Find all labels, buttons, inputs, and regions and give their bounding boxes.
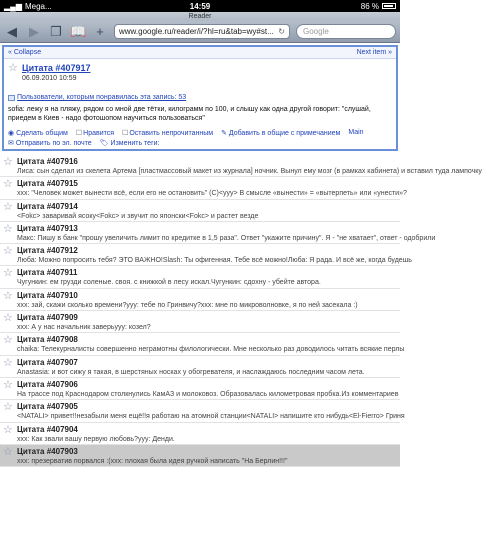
address-bar[interactable]: [114, 24, 290, 39]
list-item[interactable]: [0, 400, 405, 422]
battery-percent: 86 %: [360, 1, 379, 11]
star-icon[interactable]: ☆: [3, 312, 13, 325]
list-item[interactable]: [0, 200, 400, 222]
item-title: Цитата #407911: [17, 268, 78, 278]
item-title: Цитата #407903: [17, 446, 78, 456]
item-snippet: Люба: Можно попросить тебя? ЭТО ВАЖНО!Slash: Ты офигенная. Тебе всё можно!Люба: Я рада. И всё же, когда будешь: [17, 257, 412, 265]
item-title: Цитата #407915: [17, 179, 78, 189]
back-arrow-icon[interactable]: ◀: [7, 23, 17, 39]
item-snippet: Anastasia: и вот сижу я такая, в шерстяных носках у обогревателя, и наслаждаюсь последним часом лета.: [17, 368, 365, 376]
item-title: Цитата #407905: [17, 402, 78, 412]
book-icon[interactable]: 📖: [70, 23, 87, 39]
entry-title[interactable]: Цитата #407917: [22, 63, 91, 73]
share-label: Сделать общим: [16, 130, 68, 137]
keep-unread-checkbox[interactable]: ☐ Оставить непрочитанным: [122, 129, 213, 137]
list-item[interactable]: [0, 423, 400, 445]
item-snippet: Макс: Пишу в банк "прошу увеличить лимит по кредитке в 1,5 раза". Ответ "укажите причину". Я - "не хватает", ответ - одобрили: [17, 234, 436, 242]
battery-icon: [382, 3, 396, 9]
item-title: Цитата #407910: [17, 290, 78, 300]
email-button[interactable]: ✉ Отправить по эл. почте: [8, 140, 92, 147]
item-title: Цитата #407904: [17, 424, 78, 434]
share-note-label: Добавить в общие с примечанием: [228, 130, 341, 137]
people-icon: [8, 95, 15, 101]
item-snippet: xxx: А у нас начальник заверьууу: козел?: [17, 324, 151, 332]
list-item[interactable]: [0, 177, 407, 199]
signal-icon: ▂▄▆: [4, 1, 22, 11]
star-icon[interactable]: ☆: [3, 267, 13, 280]
item-title: Цитата #407907: [17, 357, 78, 367]
reload-icon[interactable]: ↻: [278, 27, 285, 36]
star-icon[interactable]: ☆: [3, 378, 13, 391]
entry-actions: [4, 123, 396, 149]
item-snippet: xxx: зай, скажи сколько времени?ууу: тебе по Гринвичу?xxx: мне по микроволновке, я по ней засекала :): [17, 301, 358, 309]
liked-by-link[interactable]: [4, 82, 396, 101]
item-snippet: xxx: презерватив порвался :(xxx: плохая была идея ручкой написать "На Берлин!!!": [17, 457, 288, 465]
battery-info: [361, 2, 396, 11]
edit-tags-button[interactable]: 🏷 Изменить теги:: [99, 140, 160, 147]
item-title: Цитата #407909: [17, 313, 78, 323]
search-input[interactable]: Google: [296, 24, 396, 39]
star-icon[interactable]: ☆: [3, 289, 13, 302]
liked-by-text: Пользователи, которым понравилась эта запись: 53: [17, 94, 187, 101]
item-snippet: Чугункин: ем грузди соленые. своя. с книжкой в лесу искал.Чугункин: сдохну - убейте автора.: [17, 279, 321, 287]
expanded-entry: [2, 45, 398, 151]
next-item-label: Next item: [356, 49, 387, 56]
star-icon[interactable]: ☆: [3, 401, 13, 414]
list-item[interactable]: [0, 378, 400, 400]
list-item[interactable]: [0, 356, 400, 378]
item-snippet: На трассе под Краснодаром столкнулись КамАЗ и молоковоз. Образовалась километровая пробка.Из комментариев: [17, 390, 399, 398]
item-title: Цитата #407906: [17, 379, 78, 389]
page-title: Reader: [0, 12, 400, 21]
edit-tags-label: Изменить теги:: [110, 140, 160, 147]
entry-nav: [4, 47, 396, 59]
star-icon[interactable]: ☆: [3, 222, 13, 235]
item-snippet: Лиса: сын сделал из скелета Артема [пластмассовый макет из журнала] ночник. Вынул ему мозг (в рамках кабинета) и вставил туда лампочку: [17, 168, 482, 175]
list-item[interactable]: [0, 333, 405, 355]
entry-list: [0, 155, 482, 467]
list-item[interactable]: [0, 289, 400, 311]
star-icon[interactable]: ☆: [3, 245, 13, 258]
item-snippet: xxx: "Человек может вынести всё, если его не остановить" (C)<ууу> В смысле «вынести» = «вытерпеть» или «унести»?: [17, 190, 407, 198]
item-title: Цитата #407913: [17, 223, 78, 233]
item-snippet: <NATALI> привет!!незабыли меня ещё!!я работаю на атомной станции<NATALI> напишите кто нибудь<El-Fierro> Гриня: [17, 413, 405, 421]
item-title: Цитата #407912: [17, 246, 78, 256]
star-icon[interactable]: ☆: [8, 62, 18, 74]
item-snippet: xxx: Как звали вашу первую любовь?ууу: Денди.: [17, 435, 175, 443]
pages-icon[interactable]: ❐: [50, 23, 62, 39]
entry-date: 06.09.2010 10:59: [22, 75, 77, 82]
entry-header: [4, 59, 396, 74]
clock: 14:59: [189, 1, 211, 11]
share-with-note-button[interactable]: ✎ Добавить в общие с примечанием: [221, 130, 341, 137]
star-icon[interactable]: ☆: [3, 334, 13, 347]
star-icon[interactable]: ☆: [3, 200, 13, 213]
list-item[interactable]: [0, 445, 400, 467]
item-snippet: chaika: Телекурналисты совершенно неграмотны филологически. Мне несколько раз доводилось читать всякие перлы: [17, 346, 405, 354]
collapse-label: Collapse: [13, 49, 42, 56]
url-text: www.google.ru/reader/i/?hl=ru&tab=wy#st...: [119, 27, 274, 36]
carrier-info: [4, 2, 52, 11]
item-snippet: <Fokc> заваривай ясоку<Fokc> и звучит по японски<Fokc> и растет везде: [17, 212, 259, 220]
email-label: Отправить по эл. почте: [15, 140, 92, 147]
browser-toolbar: [0, 21, 400, 43]
star-icon[interactable]: ☆: [3, 423, 13, 436]
star-icon[interactable]: ☆: [3, 178, 13, 191]
item-title: Цитата #407908: [17, 335, 78, 345]
collapse-link[interactable]: « Collapse: [8, 49, 42, 56]
list-item[interactable]: [0, 155, 482, 177]
list-item[interactable]: [0, 244, 412, 266]
list-item[interactable]: [0, 222, 436, 244]
status-bar: [0, 0, 400, 12]
next-item-link[interactable]: Next item »: [356, 49, 392, 56]
main-link[interactable]: Main: [348, 129, 364, 136]
star-icon[interactable]: ☆: [3, 445, 13, 458]
carrier-name: Mega...: [24, 1, 52, 11]
like-button[interactable]: ☐ Нравится: [76, 129, 114, 137]
item-title: Цитата #407916: [17, 157, 78, 166]
item-title: Цитата #407914: [17, 201, 78, 211]
plus-icon[interactable]: +: [96, 23, 104, 39]
list-item[interactable]: [0, 311, 400, 333]
list-item[interactable]: [0, 266, 400, 288]
forward-arrow-icon[interactable]: ▶: [29, 23, 39, 39]
share-button[interactable]: ◉ Сделать общим: [8, 130, 68, 137]
star-icon[interactable]: ☆: [3, 356, 13, 369]
star-icon[interactable]: ☆: [3, 156, 13, 168]
entry-body: sofia: лежу я на пляжу, рядом со мной две тётки, килограмм по 100, и слышу как одна другой говорит: "слушай, приедем в Киев - надо фотошопом научиться пользоваться": [8, 106, 371, 122]
